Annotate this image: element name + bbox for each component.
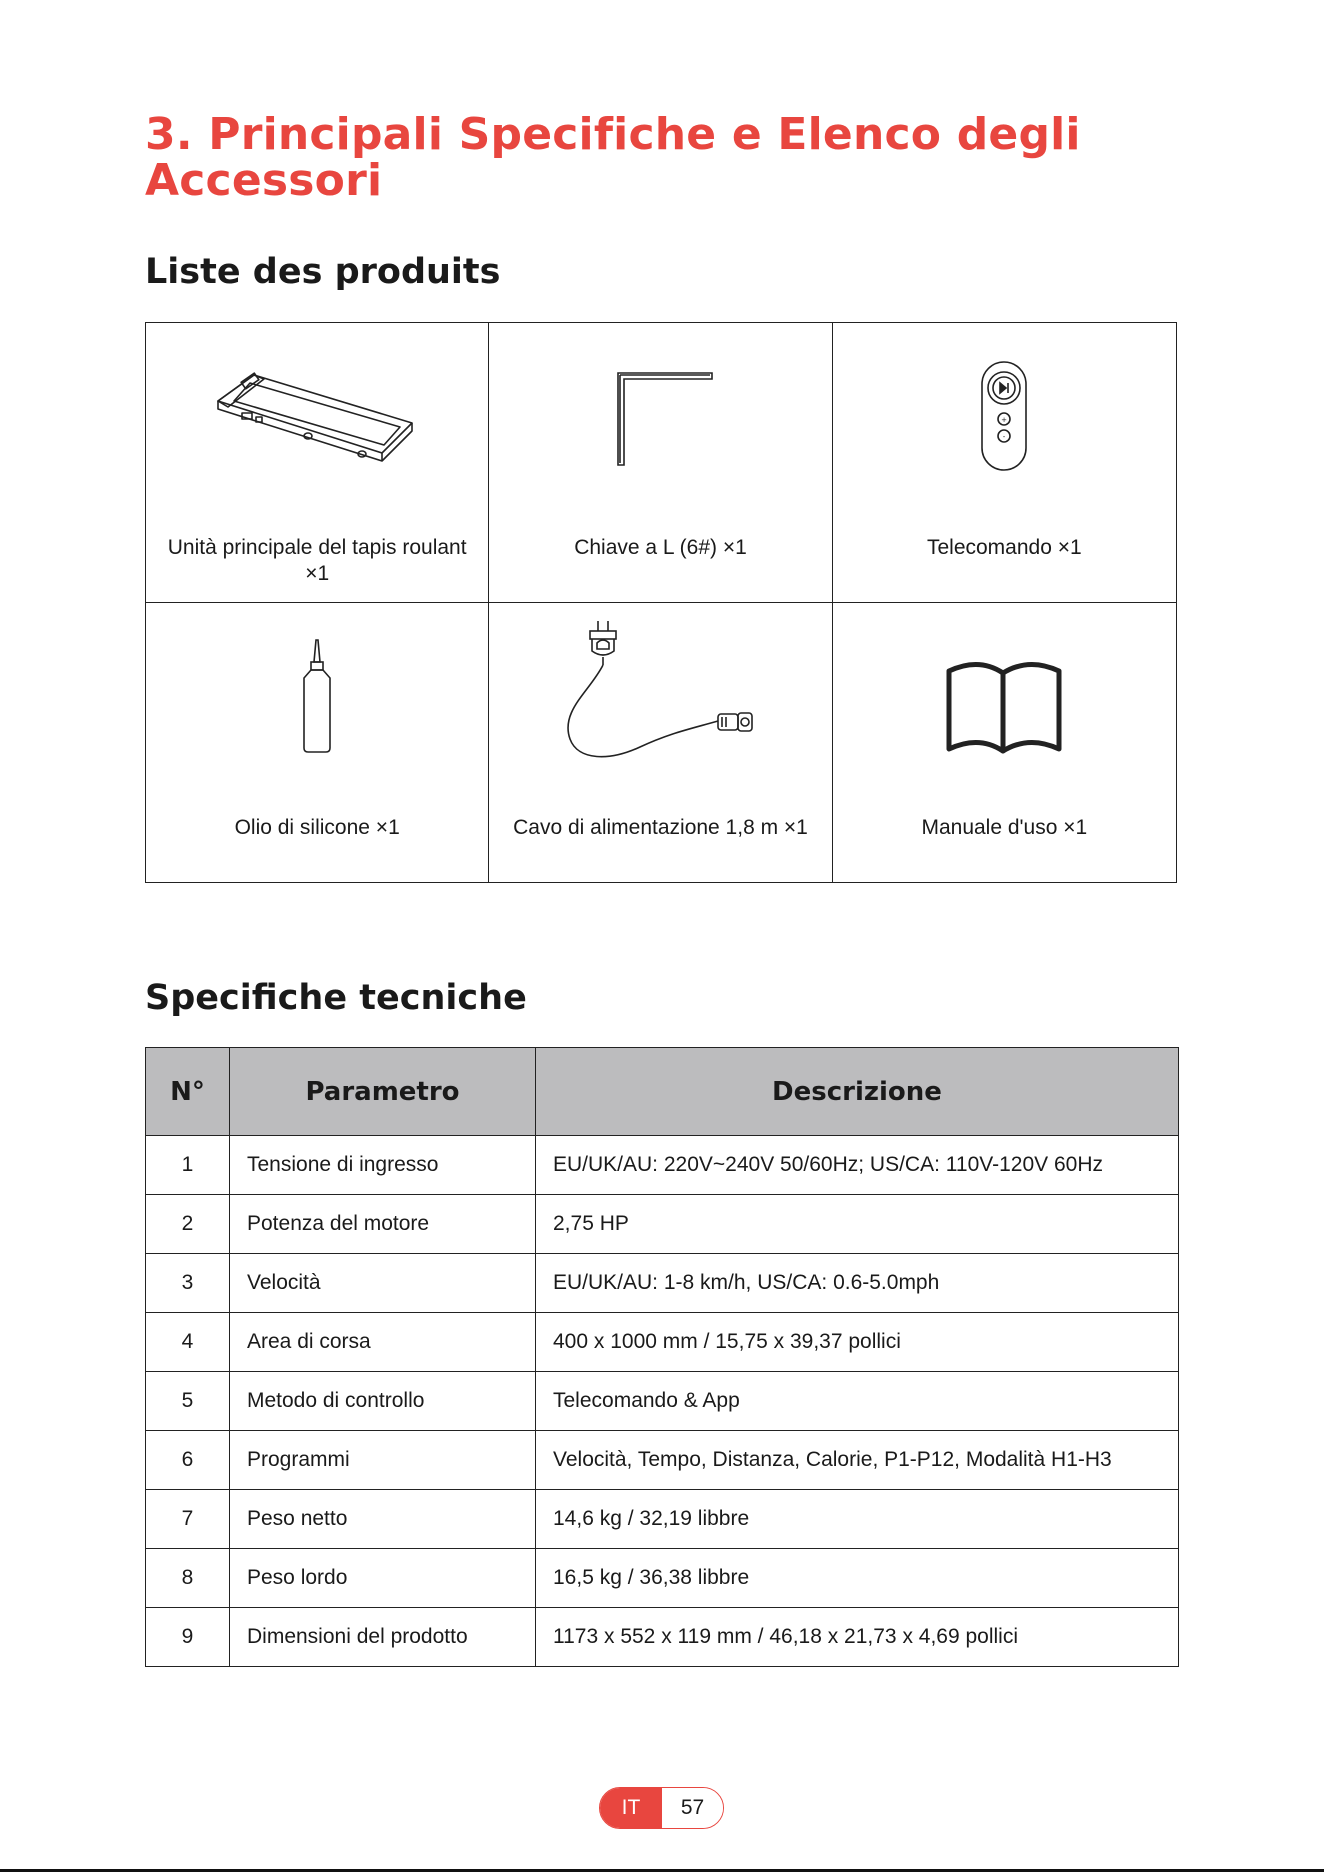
product-cell-manual — [833, 603, 1176, 883]
row-desc: 2,75 HP — [536, 1195, 1179, 1254]
row-num: 9 — [146, 1608, 230, 1667]
language-code: IT — [600, 1788, 662, 1828]
svg-text:+: + — [1001, 416, 1008, 424]
row-param: Area di corsa — [230, 1313, 536, 1372]
table-row — [146, 1195, 1179, 1254]
row-num: 5 — [146, 1372, 230, 1431]
table-row — [146, 1136, 1179, 1195]
row-param: Peso netto — [230, 1490, 536, 1549]
table-row — [146, 1313, 1179, 1372]
row-param: Potenza del motore — [230, 1195, 536, 1254]
product-label: Olio di silicone ×1 — [234, 815, 400, 839]
product-label: Unità principale del tapis roulant ×1 — [167, 536, 467, 585]
products-section-title: Liste des produits — [145, 252, 501, 292]
treadmill-icon — [212, 361, 422, 471]
row-param: Peso lordo — [230, 1549, 536, 1608]
page-number: 57 — [662, 1788, 723, 1828]
product-label: Cavo di alimentazione 1,8 m ×1 — [513, 815, 808, 839]
table-row — [146, 1431, 1179, 1490]
header-param: Parametro — [230, 1048, 536, 1136]
row-param: Programmi — [230, 1431, 536, 1490]
product-cell-treadmill — [146, 323, 489, 603]
product-label: Chiave a L (6#) ×1 — [574, 536, 747, 559]
svg-text:-: - — [1003, 433, 1006, 441]
table-header-row — [146, 1048, 1179, 1136]
page-badge — [599, 1787, 724, 1829]
product-list-grid — [145, 322, 1177, 883]
product-cell-silicone-oil — [146, 603, 489, 883]
oil-bottle-icon — [292, 636, 342, 756]
row-num: 2 — [146, 1195, 230, 1254]
specs-section-title: Specifiche tecniche — [145, 978, 527, 1018]
power-cable-icon — [560, 621, 760, 791]
row-num: 8 — [146, 1549, 230, 1608]
product-label: Telecomando ×1 — [926, 536, 1082, 559]
row-num: 3 — [146, 1254, 230, 1313]
row-num: 1 — [146, 1136, 230, 1195]
product-cell-l-key — [489, 323, 832, 603]
row-desc: 16,5 kg / 36,38 libbre — [536, 1549, 1179, 1608]
table-row — [146, 1254, 1179, 1313]
table-row — [146, 1490, 1179, 1549]
row-desc: 14,6 kg / 32,19 libbre — [536, 1490, 1179, 1549]
product-cell-power-cable — [489, 603, 832, 883]
specs-table — [145, 1047, 1179, 1667]
chapter-title: 3. Principali Specifiche e Elenco degli Accessori — [145, 109, 1081, 206]
header-num: N° — [146, 1048, 230, 1136]
row-num: 6 — [146, 1431, 230, 1490]
table-row — [146, 1608, 1179, 1667]
table-row — [146, 1372, 1179, 1431]
row-desc: EU/UK/AU: 220V~240V 50/60Hz; US/CA: 110V-120V 60Hz — [536, 1136, 1179, 1195]
product-cell-remote — [833, 323, 1176, 603]
product-label: Manuale d'uso ×1 — [921, 815, 1088, 839]
manual-book-icon — [939, 651, 1069, 761]
row-param: Tensione di ingresso — [230, 1136, 536, 1195]
header-desc: Descrizione — [536, 1048, 1179, 1136]
row-desc: 1173 x 552 x 119 mm / 46,18 x 21,73 x 4,69 pollici — [536, 1608, 1179, 1667]
row-desc: Velocità, Tempo, Distanza, Calorie, P1-P12, Modalità H1-H3 — [536, 1431, 1179, 1490]
row-desc: Telecomando & App — [536, 1372, 1179, 1431]
row-desc: EU/UK/AU: 1-8 km/h, US/CA: 0.6-5.0mph — [536, 1254, 1179, 1313]
table-row — [146, 1549, 1179, 1608]
row-param: Dimensioni del prodotto — [230, 1608, 536, 1667]
row-param: Metodo di controllo — [230, 1372, 536, 1431]
remote-control-icon — [974, 356, 1034, 476]
row-desc: 400 x 1000 mm / 15,75 x 39,37 pollici — [536, 1313, 1179, 1372]
row-num: 4 — [146, 1313, 230, 1372]
l-key-icon — [600, 361, 720, 471]
row-num: 7 — [146, 1490, 230, 1549]
row-param: Velocità — [230, 1254, 536, 1313]
